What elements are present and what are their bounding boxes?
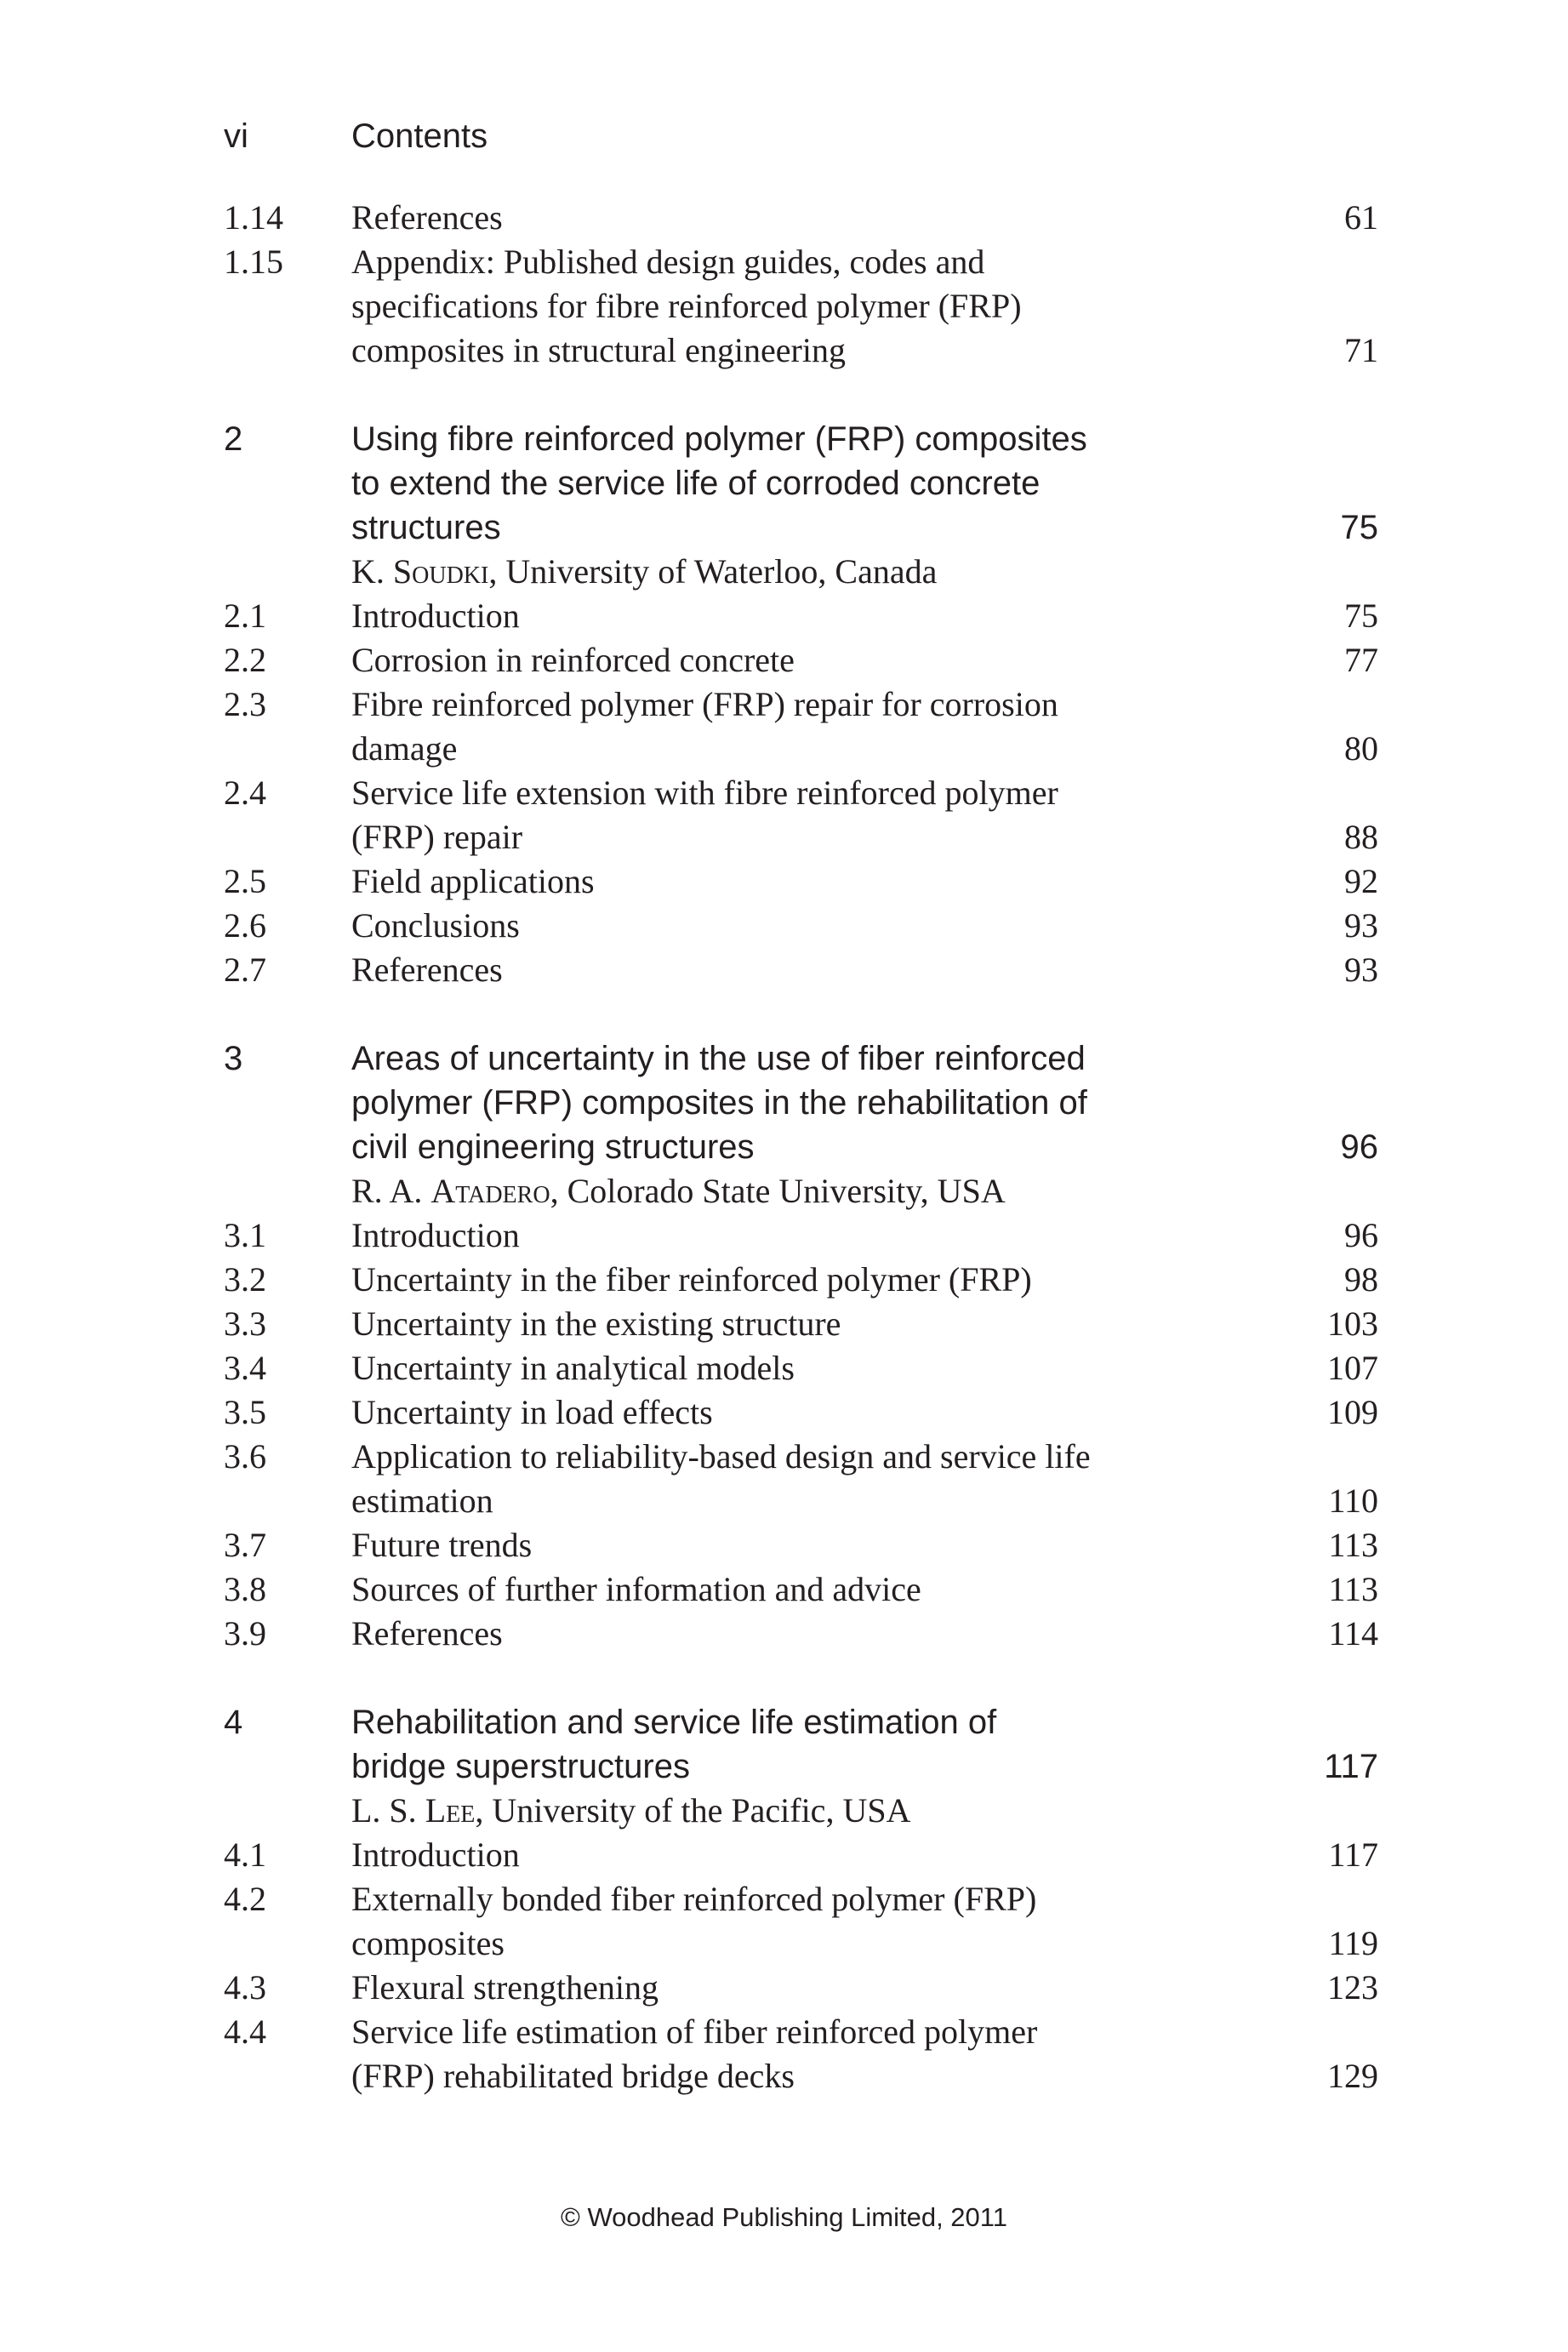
section-title: Introduction: [351, 1835, 520, 1874]
toc-entry-2-7[interactable]: [224, 948, 1378, 992]
chapter-3-heading[interactable]: [224, 1036, 1378, 1081]
section-number: 1.15: [224, 243, 283, 281]
section-title: Corrosion in reinforced concrete: [351, 641, 795, 679]
section-title: Future trends: [351, 1526, 533, 1564]
section-title: Sources of further information and advice: [351, 1570, 921, 1608]
header-title: Contents: [351, 117, 488, 155]
author-initials: R. A.: [351, 1172, 431, 1210]
section-page: 107: [1327, 1349, 1378, 1387]
section-number: 4.3: [224, 1968, 266, 2007]
section-number: 2.3: [224, 685, 266, 723]
toc-entry-3-3[interactable]: [224, 1302, 1378, 1346]
section-page: 123: [1327, 1968, 1378, 2007]
author-affiliation: , University of the Pacific, USA: [475, 1791, 911, 1830]
chapter-number: 3: [224, 1040, 243, 1077]
toc-entry-2-2[interactable]: [224, 638, 1378, 682]
spacer: [224, 373, 1378, 417]
header-page-number: vi: [224, 117, 248, 155]
section-title: References: [351, 198, 503, 237]
chapter-title: Areas of uncertainty in the use of fiber reinforced: [351, 1040, 1086, 1077]
section-number: 4.1: [224, 1835, 266, 1874]
chapter-title-cont: polymer (FRP) composites in the rehabilitation of: [351, 1084, 1087, 1122]
section-page: 75: [1344, 597, 1378, 635]
toc-entry-3-2[interactable]: [224, 1258, 1378, 1302]
chapter-3-heading-cont: [224, 1081, 1378, 1125]
chapter-page: 117: [1324, 1748, 1378, 1785]
section-title: References: [351, 951, 503, 989]
section-number: 3.1: [224, 1216, 266, 1254]
section-number: 2.6: [224, 906, 266, 945]
author-affiliation: , Colorado State University, USA: [550, 1172, 1006, 1210]
toc-entry-2-1[interactable]: [224, 594, 1378, 638]
section-title: Externally bonded fiber reinforced polymer (FRP): [351, 1880, 1037, 1918]
section-page: 117: [1328, 1835, 1378, 1874]
section-title-cont: (FRP) rehabilitated bridge decks: [351, 2057, 795, 2095]
toc-entry-4-4-cont: [224, 2054, 1378, 2098]
section-number: 3.6: [224, 1437, 266, 1476]
chapter-page: 75: [1340, 509, 1378, 546]
chapter-2-heading-cont: [224, 461, 1378, 505]
toc-entry-1-15[interactable]: [224, 240, 1378, 284]
section-page: 113: [1328, 1570, 1378, 1608]
table-of-contents: [224, 196, 1378, 2098]
section-title-cont: specifications for fibre reinforced polymer (FRP): [351, 287, 1022, 325]
section-number: 3.2: [224, 1260, 266, 1299]
author-affiliation: , University of Waterloo, Canada: [488, 552, 938, 591]
chapter-4-author: [224, 1789, 1378, 1833]
section-page: 61: [1344, 198, 1378, 237]
section-title: Uncertainty in the existing structure: [351, 1304, 841, 1343]
section-page: 93: [1344, 906, 1378, 945]
section-title: Fibre reinforced polymer (FRP) repair for corrosion: [351, 685, 1058, 723]
author-initials: L. S.: [351, 1791, 425, 1830]
section-page: 103: [1327, 1304, 1378, 1343]
chapter-title: Rehabilitation and service life estimation of: [351, 1704, 997, 1741]
spacer: [224, 1656, 1378, 1700]
toc-entry-3-8[interactable]: [224, 1567, 1378, 1612]
chapter-4-heading-cont: [224, 1744, 1378, 1789]
chapter-2-heading[interactable]: [224, 417, 1378, 461]
toc-entry-3-7[interactable]: [224, 1523, 1378, 1567]
section-title: Application to reliability-based design and service life: [351, 1437, 1091, 1476]
chapter-number: 2: [224, 420, 243, 458]
toc-entry-3-6-cont: [224, 1479, 1378, 1523]
section-page: 92: [1344, 862, 1378, 900]
section-page: 93: [1344, 951, 1378, 989]
section-number: 3.8: [224, 1570, 266, 1608]
toc-entry-4-3[interactable]: [224, 1966, 1378, 2010]
chapter-number: 4: [224, 1704, 243, 1741]
toc-entry-2-3-cont: [224, 727, 1378, 771]
section-page: 113: [1328, 1526, 1378, 1564]
section-page: 109: [1327, 1393, 1378, 1431]
toc-entry-1-14[interactable]: [224, 196, 1378, 240]
section-title: Uncertainty in the fiber reinforced polymer (FRP): [351, 1260, 1032, 1299]
chapter-title-cont: structures: [351, 509, 501, 546]
section-title-cont: composites: [351, 1924, 505, 1962]
section-page: 110: [1328, 1481, 1378, 1520]
section-number: 3.3: [224, 1304, 266, 1343]
toc-entry-4-2-cont: [224, 1921, 1378, 1966]
section-number: 2.2: [224, 641, 266, 679]
spacer: [224, 992, 1378, 1036]
toc-entry-3-4[interactable]: [224, 1346, 1378, 1390]
chapter-2-author: [224, 550, 1378, 594]
section-page: 88: [1344, 818, 1378, 856]
toc-entry-1-15-cont: [224, 284, 1378, 328]
section-title: Uncertainty in load effects: [351, 1393, 713, 1431]
chapter-3-heading-cont: [224, 1125, 1378, 1169]
toc-entry-1-15-cont: [224, 328, 1378, 373]
author-initials: K.: [351, 552, 393, 591]
section-number: 3.4: [224, 1349, 266, 1387]
chapter-3-author: [224, 1169, 1378, 1213]
chapter-title: Using fibre reinforced polymer (FRP) composites: [351, 420, 1087, 458]
section-number: 1.14: [224, 198, 283, 237]
section-number: 2.7: [224, 951, 266, 989]
toc-entry-2-4-cont: [224, 815, 1378, 859]
toc-entry-3-1[interactable]: [224, 1213, 1378, 1258]
chapter-title-cont: civil engineering structures: [351, 1128, 755, 1166]
section-page: 129: [1327, 2057, 1378, 2095]
toc-entry-3-6[interactable]: [224, 1435, 1378, 1479]
section-page: 98: [1344, 1260, 1378, 1299]
section-title-cont: damage: [351, 729, 458, 768]
section-page: 114: [1328, 1614, 1378, 1653]
toc-entry-2-6[interactable]: [224, 904, 1378, 948]
copyright-footer: © Woodhead Publishing Limited, 2011: [561, 2202, 1007, 2232]
author-surname: Atadero: [430, 1172, 550, 1210]
section-title: Appendix: Published design guides, codes and: [351, 243, 985, 281]
section-number: 3.7: [224, 1526, 266, 1564]
author-surname: Soudki: [392, 552, 489, 591]
section-title-cont: estimation: [351, 1481, 493, 1520]
chapter-title-cont: to extend the service life of corroded concrete: [351, 465, 1041, 502]
section-title-cont: composites in structural engineering: [351, 331, 846, 369]
section-page: 96: [1344, 1216, 1378, 1254]
section-number: 2.5: [224, 862, 266, 900]
toc-entry-3-5[interactable]: [224, 1390, 1378, 1435]
section-title: Conclusions: [351, 906, 520, 945]
chapter-2-heading-cont: [224, 505, 1378, 550]
chapter-page: 96: [1340, 1128, 1378, 1166]
section-title: Uncertainty in analytical models: [351, 1349, 795, 1387]
chapter-title-cont: bridge superstructures: [351, 1748, 690, 1785]
toc-entry-3-9[interactable]: [224, 1612, 1378, 1656]
section-title: Field applications: [351, 862, 595, 900]
section-number: 2.4: [224, 774, 266, 812]
section-number: 4.4: [224, 2012, 266, 2051]
section-number: 3.9: [224, 1614, 266, 1653]
section-page: 71: [1344, 331, 1378, 369]
section-title: Introduction: [351, 597, 520, 635]
section-number: 3.5: [224, 1393, 266, 1431]
section-title-cont: (FRP) repair: [351, 818, 523, 856]
section-title: Service life extension with fibre reinforced polymer: [351, 774, 1058, 812]
section-page: 80: [1344, 729, 1378, 768]
toc-entry-2-4[interactable]: [224, 771, 1378, 815]
section-title: References: [351, 1614, 503, 1653]
toc-entry-2-5[interactable]: [224, 859, 1378, 904]
toc-entry-4-2[interactable]: [224, 1877, 1378, 1921]
section-title: Service life estimation of fiber reinforced polymer: [351, 2012, 1038, 2051]
section-number: 2.1: [224, 597, 266, 635]
toc-entry-2-3[interactable]: [224, 682, 1378, 727]
author-surname: Lee: [425, 1791, 476, 1830]
section-number: 4.2: [224, 1880, 266, 1918]
section-page: 119: [1328, 1924, 1378, 1962]
chapter-4-heading[interactable]: [224, 1700, 1378, 1744]
section-page: 77: [1344, 641, 1378, 679]
section-title: Flexural strengthening: [351, 1968, 659, 2007]
toc-entry-4-4[interactable]: [224, 2010, 1378, 2054]
toc-entry-4-1[interactable]: [224, 1833, 1378, 1877]
section-title: Introduction: [351, 1216, 520, 1254]
